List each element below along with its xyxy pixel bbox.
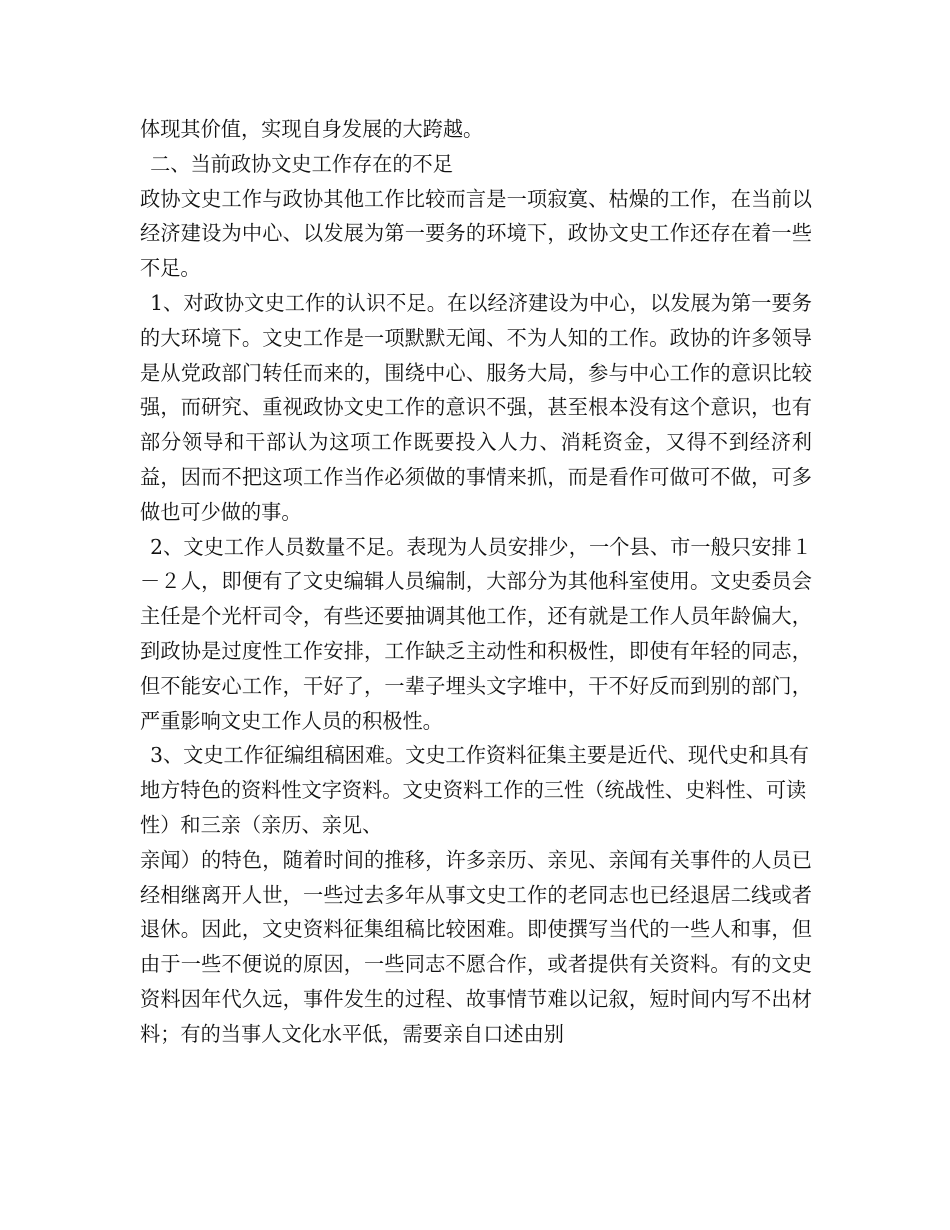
paragraph-point-3-part-b: 亲闻）的特色，随着时间的推移，许多亲历、亲见、亲闻有关事件的人员已经相继离开人世，一些过去多年从事文史工作的老同志也已经退居二线或者退休。因此，文史资料征集组稿比较困难。即使撰写当代的一些人和事，但由于一些不便说的原因，一些同志不愿合作，或者提供有关资料。有的文史资料因年代久远，事件发生的过程、故事情节难以记叙，短时间内写不出材料；有的当事人文化水平低，需要亲自口述由别: [140, 847, 812, 1046]
paragraph-point-2: 2、文史工作人员数量不足。表现为人员安排少，一个县、市一般只安排１－２人，即便有了文史编辑人员编制，大部分为其他科室使用。文史委员会主任是个光杆司令，有些还要抽调其他工作，还有就是工作人员年龄偏大，到政协是过度性工作安排，工作缺乏主动性和积极性，即使有年轻的同志，但不能安心工作，干好了，一辈子埋头文字堆中，干不好反而到别的部门，严重影响文史工作人员的积极性。: [140, 534, 812, 733]
paragraph-continuation: 体现其价值，实现自身发展的大跨越。: [140, 117, 484, 141]
document-body: [140, 112, 812, 1052]
paragraph-intro: 政协文史工作与政协其他工作比较而言是一项寂寞、枯燥的工作，在当前以经济建设为中心、以发展为第一要务的环境下，政协文史工作还存在着一些不足。: [140, 186, 812, 281]
paragraph-point-1: 1、对政协文史工作的认识不足。在以经济建设为中心，以发展为第一要务的大环境下。文史工作是一项默默无闻、不为人知的工作。政协的许多领导是从党政部门转任而来的，围绕中心、服务大局，参与中心工作的意识比较强，而研究、重视政协文史工作的意识不强，甚至根本没有这个意识，也有部分领导和干部认为这项工作既要投入人力、消耗资金，又得不到经济利益，因而不把这项工作当作必须做的事情来抓，而是看作可做可不做，可多做也可少做的事。: [140, 290, 812, 524]
paragraph-point-3-part-a: 3、文史工作征编组稿困难。文史工作资料征集主要是近代、现代史和具有地方特色的资料性文字资料。文史资料工作的三性（统战性、史料性、可读性）和三亲（亲历、亲见、: [140, 743, 809, 837]
section-heading: 二、当前政协文史工作存在的不足: [150, 151, 453, 176]
